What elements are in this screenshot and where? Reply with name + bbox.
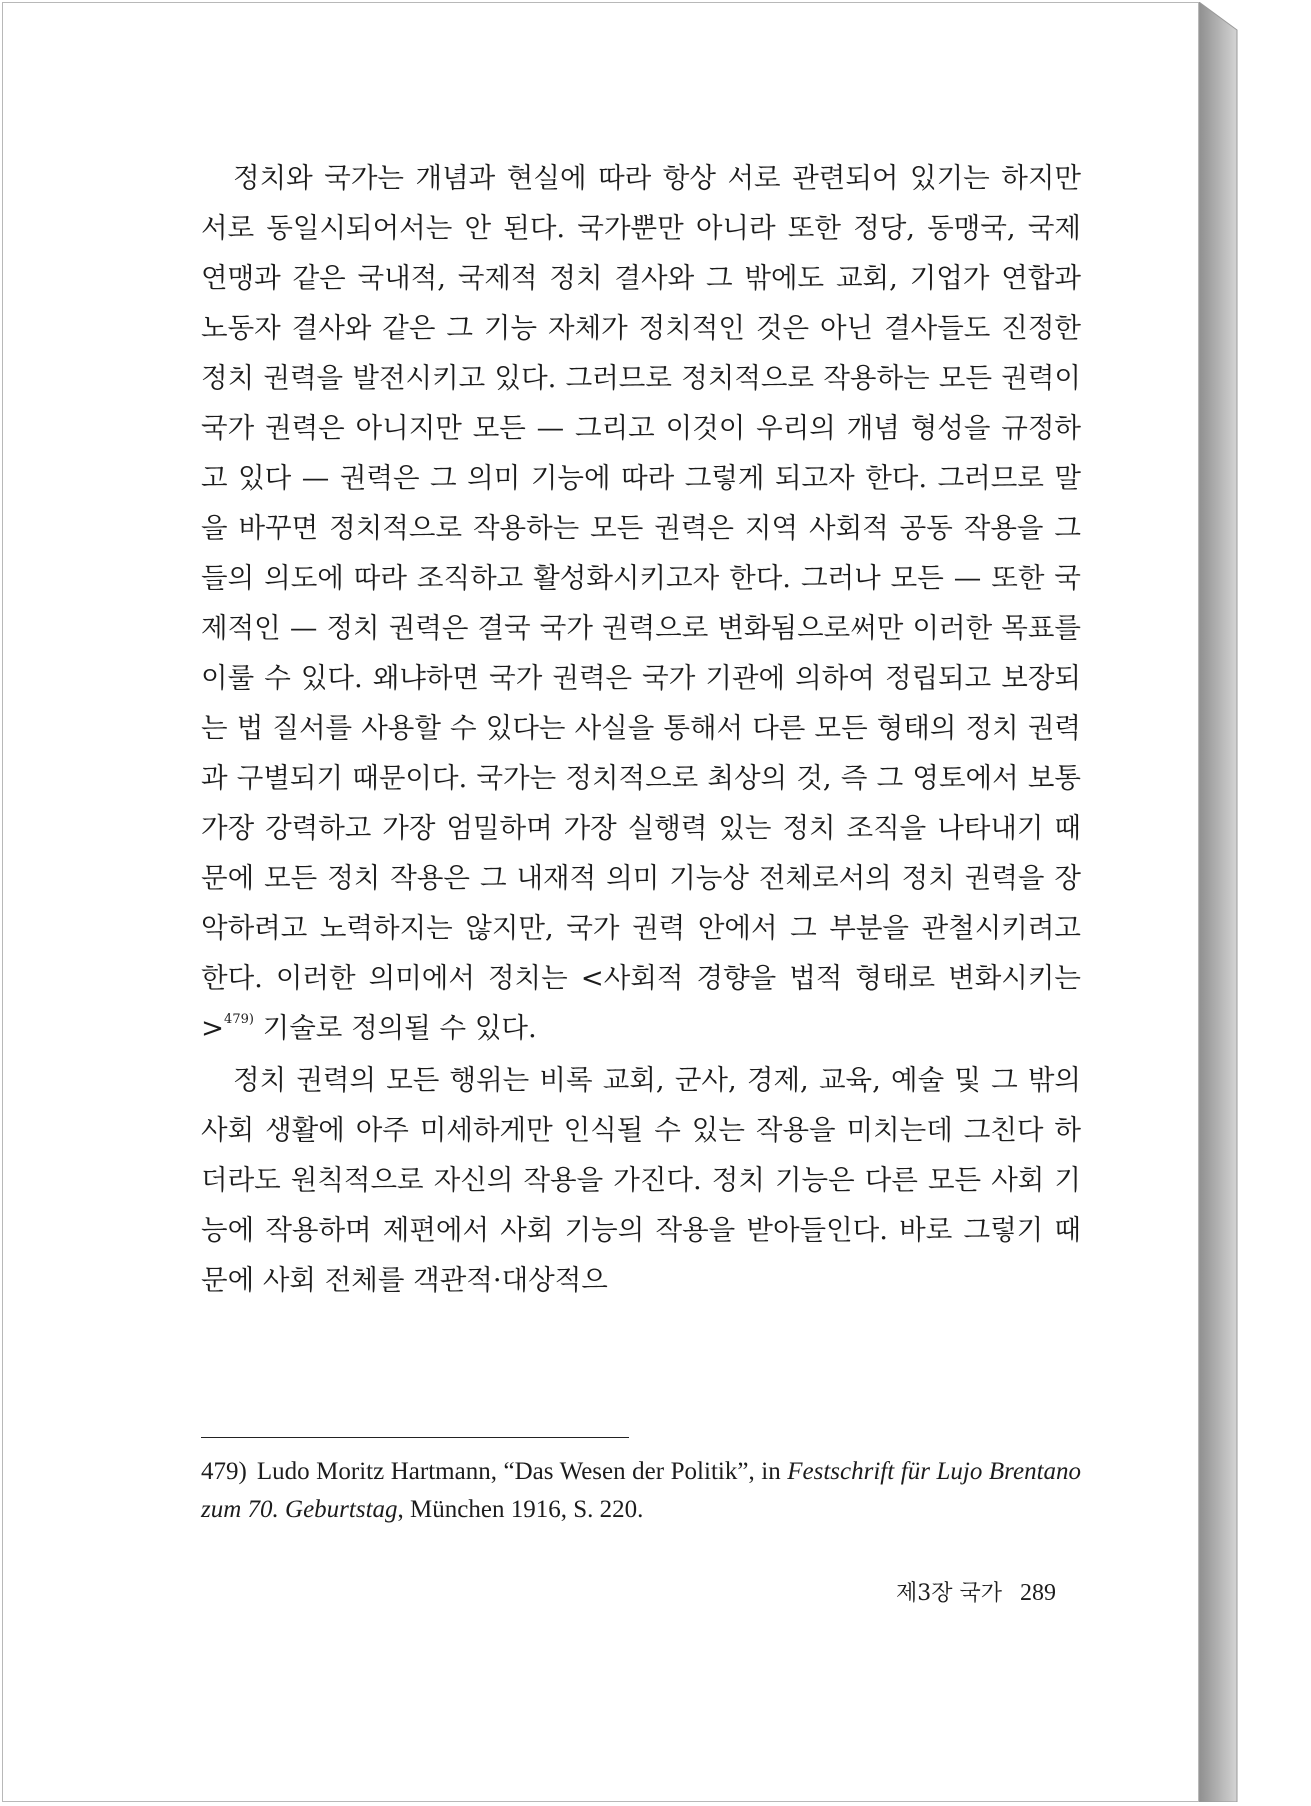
body-text [201,153,1081,1305]
paragraph-1 [201,153,1081,1053]
paragraph-1-tail: 기술로 정의될 수 있다. [253,1012,537,1044]
page-stack-edge [1199,2,1239,1802]
footnote-reference: 479) [224,1012,254,1027]
book-page [2,2,1199,1802]
page-number: 289 [1020,1580,1056,1606]
paragraph-2: 정치 권력의 모든 행위는 비록 교회, 군사, 경제, 교육, 예술 및 그 밖의 사회 생활에 아주 미세하게만 인식될 수 있는 작용을 미치는데 그친다 하더라도 원칙적으로 자신의 작용을 가진다. 정치 기능은 다른 모든 사회 기능에 작용하며 제편에서 사회 기능의 작용을 받아들인다. 바로 그렇기 때문에 사회 전체를 객관적·대상적으 [201,1064,1081,1296]
paragraph-1-text: 정치와 국가는 개념과 현실에 따라 항상 서로 관련되어 있기는 하지만 서로 동일시되어서는 안 된다. 국가뿐만 아니라 또한 정당, 동맹국, 국제 연맹과 같은 국내적, 국제적 정치 결사와 그 밖에도 교회, 기업가 연합과 노동자 결사와 같은 그 기능 자체가 정치적인 것은 아닌 결사들도 진정한 정치 권력을 발전시키고 있다. 그러므로 정치적으로 작용하는 모든 권력이 국가 권력은 아니지만 모든 — 그리고 이것이 우리의 개념 형성을 규정하고 있다 — 권력은 그 의미 기능에 따라 그렇게 되고자 한다. 그러므로 말을 바꾸면 정치적으로 작용하는 모든 권력은 지역 사회적 공동 작용을 그들의 의도에 따라 조직하고 활성화시키고자 한다. 그러나 모든 — 또한 국제적인 — 정치 권력은 결국 국가 권력으로 변화됨으로써만 이러한 목표를 이룰 수 있다. 왜냐하면 국가 권력은 국가 기관에 의하여 정립되고 보장되는 법 질서를 사용할 수 있다는 사실을 통해서 다른 모든 형태의 정치 권력과 구별되기 때문이다. 국가는 정치적으로 최상의 것, 즉 그 영토에서 보통 가장 강력하고 가장 엄밀하며 가장 실행력 있는 정치 조직을 나타내기 때문에 모든 정치 작용은 그 내재적 의미 기능상 전체로서의 정치 권력을 장악하려고 노력하지는 않지만, 국가 권력 안에서 그 부분을 관철시키려고 한다. 이러한 의미에서 정치는 <사회적 경향을 법적 형태로 변화시키는> [201,162,1081,1044]
running-footer [896,1576,1056,1607]
footnote-number: 479) [201,1458,247,1485]
footnote-book-title: Festschrift für Lujo Brentano zum 70. Geburtstag [201,1458,1082,1523]
chapter-label: 제3장 국가 [896,1581,1002,1606]
footnote-publication: , München 1916, S. 220. [397,1496,644,1523]
footnote-author-title: Ludo Moritz Hartmann, “Das Wesen der Politik”, in [256,1458,781,1485]
footnote [201,1453,1081,1529]
footnote-divider [201,1437,629,1438]
